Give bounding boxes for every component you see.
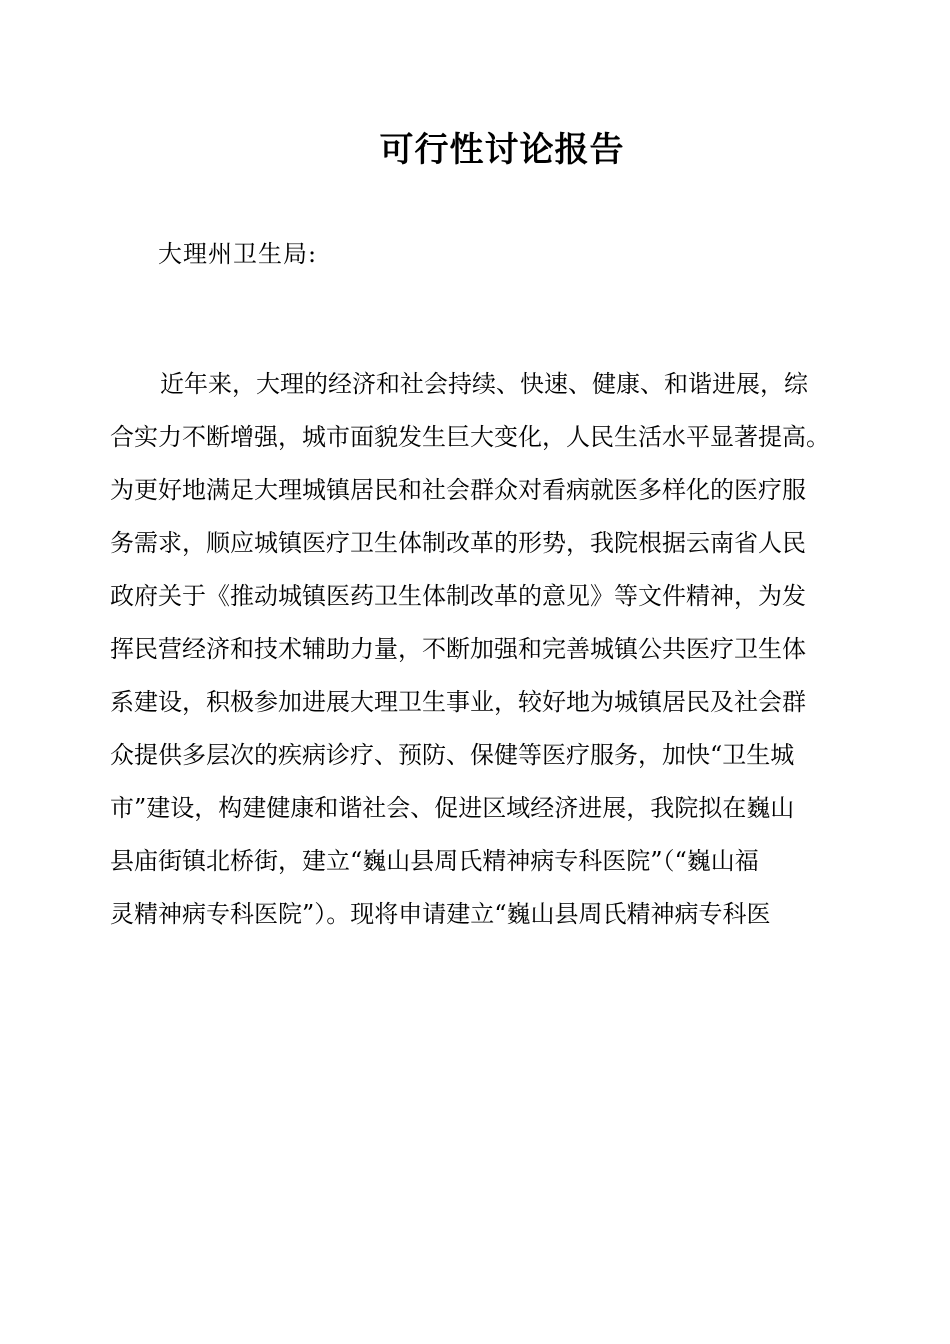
paragraph-line: 众提供多层次的疾病诊疗、预防、保健等医疗服务，加快“卫生城 bbox=[110, 741, 795, 769]
body-paragraph bbox=[110, 362, 860, 945]
paragraph-line: 系建设，积极参加进展大理卫生事业，较好地为城镇居民及社会群 bbox=[110, 688, 806, 716]
paragraph-line: 市”建设，构建健康和谐社会、促进区域经济进展，我院拟在巍山 bbox=[110, 794, 795, 822]
paragraph-line: 政府关于《推动城镇医药卫生体制改革的意见》等文件精神，为发 bbox=[110, 582, 806, 610]
paragraph-line: 县庙街镇北桥街，建立“巍山县周氏精神病专科医院”（“巍山福 bbox=[110, 847, 759, 875]
paragraph-line: 合实力不断增强，城市面貌发生巨大变化，人民生活水平显著提高。 bbox=[110, 423, 830, 451]
paragraph-line: 近年来，大理的经济和社会持续、快速、健康、和谐进展，综 bbox=[160, 370, 808, 398]
salutation: 大理州卫生局: bbox=[158, 240, 318, 268]
paragraph-line: 灵精神病专科医院”）。现将申请建立“巍山县周氏精神病专科医 bbox=[110, 900, 771, 928]
paragraph-line: 挥民营经济和技术辅助力量，不断加强和完善城镇公共医疗卫生体 bbox=[110, 635, 806, 663]
paragraph-line: 务需求，顺应城镇医疗卫生体制改革的形势，我院根据云南省人民 bbox=[110, 529, 806, 557]
document-title: 可行性讨论报告 bbox=[379, 130, 625, 170]
paragraph-line: 为更好地满足大理城镇居民和社会群众对看病就医多样化的医疗服 bbox=[110, 476, 806, 504]
